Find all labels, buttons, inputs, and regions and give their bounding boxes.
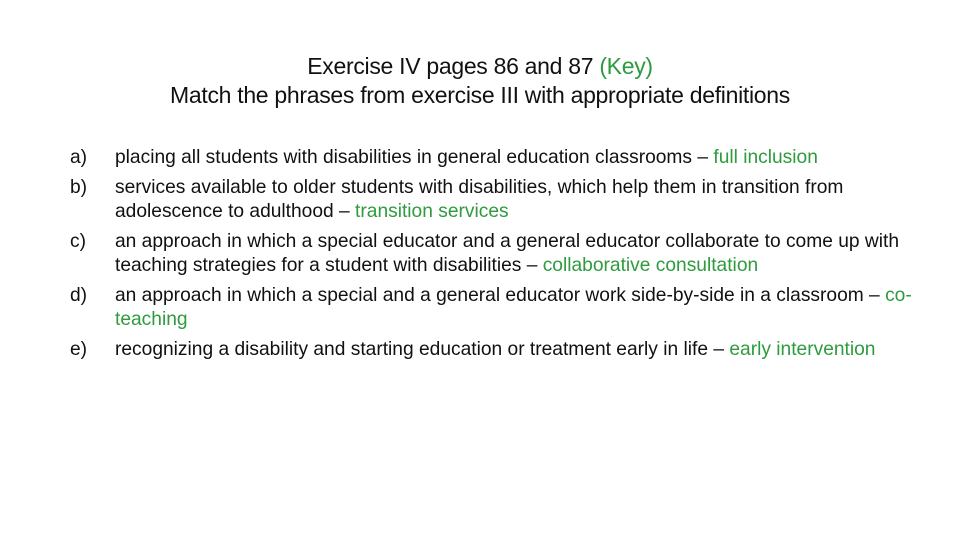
item-answer: collaborative consultation [542, 255, 759, 276]
list-item [70, 146, 920, 170]
item-marker: e) [70, 339, 88, 360]
list-item [70, 230, 920, 278]
item-answer: transition services [355, 201, 509, 222]
item-definition: services available to older students with disabilities, which help them in transition from adolescence to adulthood – [115, 177, 844, 222]
item-definition: recognizing a disability and starting education or treatment early in life – [115, 339, 725, 360]
title-line-2: Match the phrases from exercise III with appropriate definitions [170, 82, 790, 108]
item-marker: a) [70, 147, 88, 168]
title-line-1 [60, 52, 900, 81]
item-answer: co-teaching [115, 285, 912, 330]
list-item [70, 338, 920, 362]
slide-title [60, 52, 900, 110]
item-definition: an approach in which a special educator and a general educator collaborate to come up with teaching strategies for a student with disabilities – [115, 231, 899, 276]
item-definition: an approach in which a special and a general educator work side-by-side in a classroom – [115, 285, 880, 306]
definitions-list [70, 146, 920, 368]
item-answer: early intervention [729, 339, 876, 360]
title-key-label: (Key) [599, 53, 653, 79]
item-marker: b) [70, 177, 88, 198]
item-marker: d) [70, 285, 88, 306]
list-item [70, 176, 920, 224]
title-exercise-text: Exercise IV pages 86 and 87 [307, 53, 594, 79]
item-definition: placing all students with disabilities in general education classrooms – [115, 147, 709, 168]
list-item [70, 284, 920, 332]
item-answer: full inclusion [713, 147, 818, 168]
item-marker: c) [70, 231, 86, 252]
